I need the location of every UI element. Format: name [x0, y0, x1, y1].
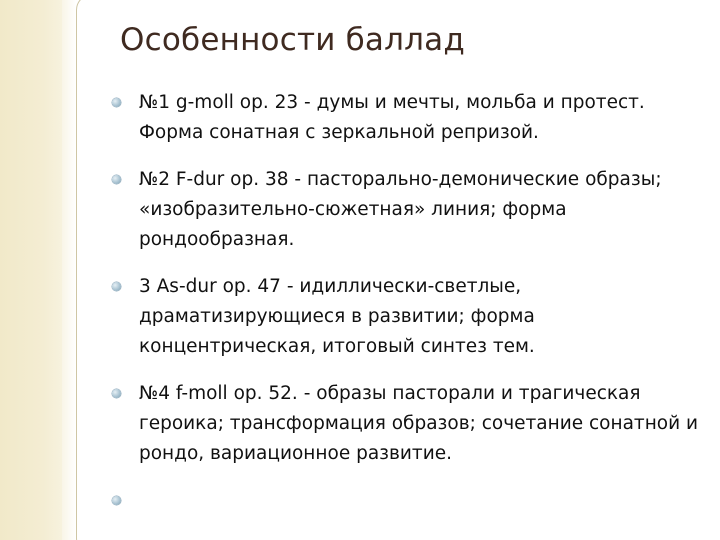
bullet-item-ballade-4: [112, 379, 702, 469]
bullet-text: №4 f-moll op. 52. - образы пасторали и трагическая героика; трансформация образов; сочетание сонатной и рондо, вариационное развитие.: [139, 383, 699, 464]
bullet-text: №2 F-dur op. 38 - пасторально-демонические образы; «изобразительно-сюжетная» линия; форма рондообразная.: [139, 169, 662, 250]
bullet-text: 3 As-dur op. 47 - идиллически-светлые, драматизирующиеся в развитии; форма концентрическая, итоговый синтез тем.: [139, 276, 535, 357]
left-decorative-band: [0, 0, 62, 540]
bullet-item-empty: [112, 486, 702, 516]
left-band-fade: [62, 0, 76, 540]
bullet-dot-icon: [112, 496, 121, 505]
bullet-item-ballade-1: [112, 88, 702, 148]
bullet-text: №1 g-moll op. 23 - думы и мечты, мольба и протест. Форма сонатная с зеркальной репризой.: [139, 92, 645, 143]
bullet-dot-icon: [112, 389, 121, 398]
bullet-dot-icon: [112, 98, 121, 107]
bullet-dot-icon: [112, 282, 121, 291]
bullet-item-ballade-2: [112, 165, 702, 255]
slide-title: Особенности баллад: [120, 22, 465, 58]
bullet-item-ballade-3: [112, 272, 702, 362]
bullet-list: [112, 88, 702, 533]
bullet-dot-icon: [112, 175, 121, 184]
